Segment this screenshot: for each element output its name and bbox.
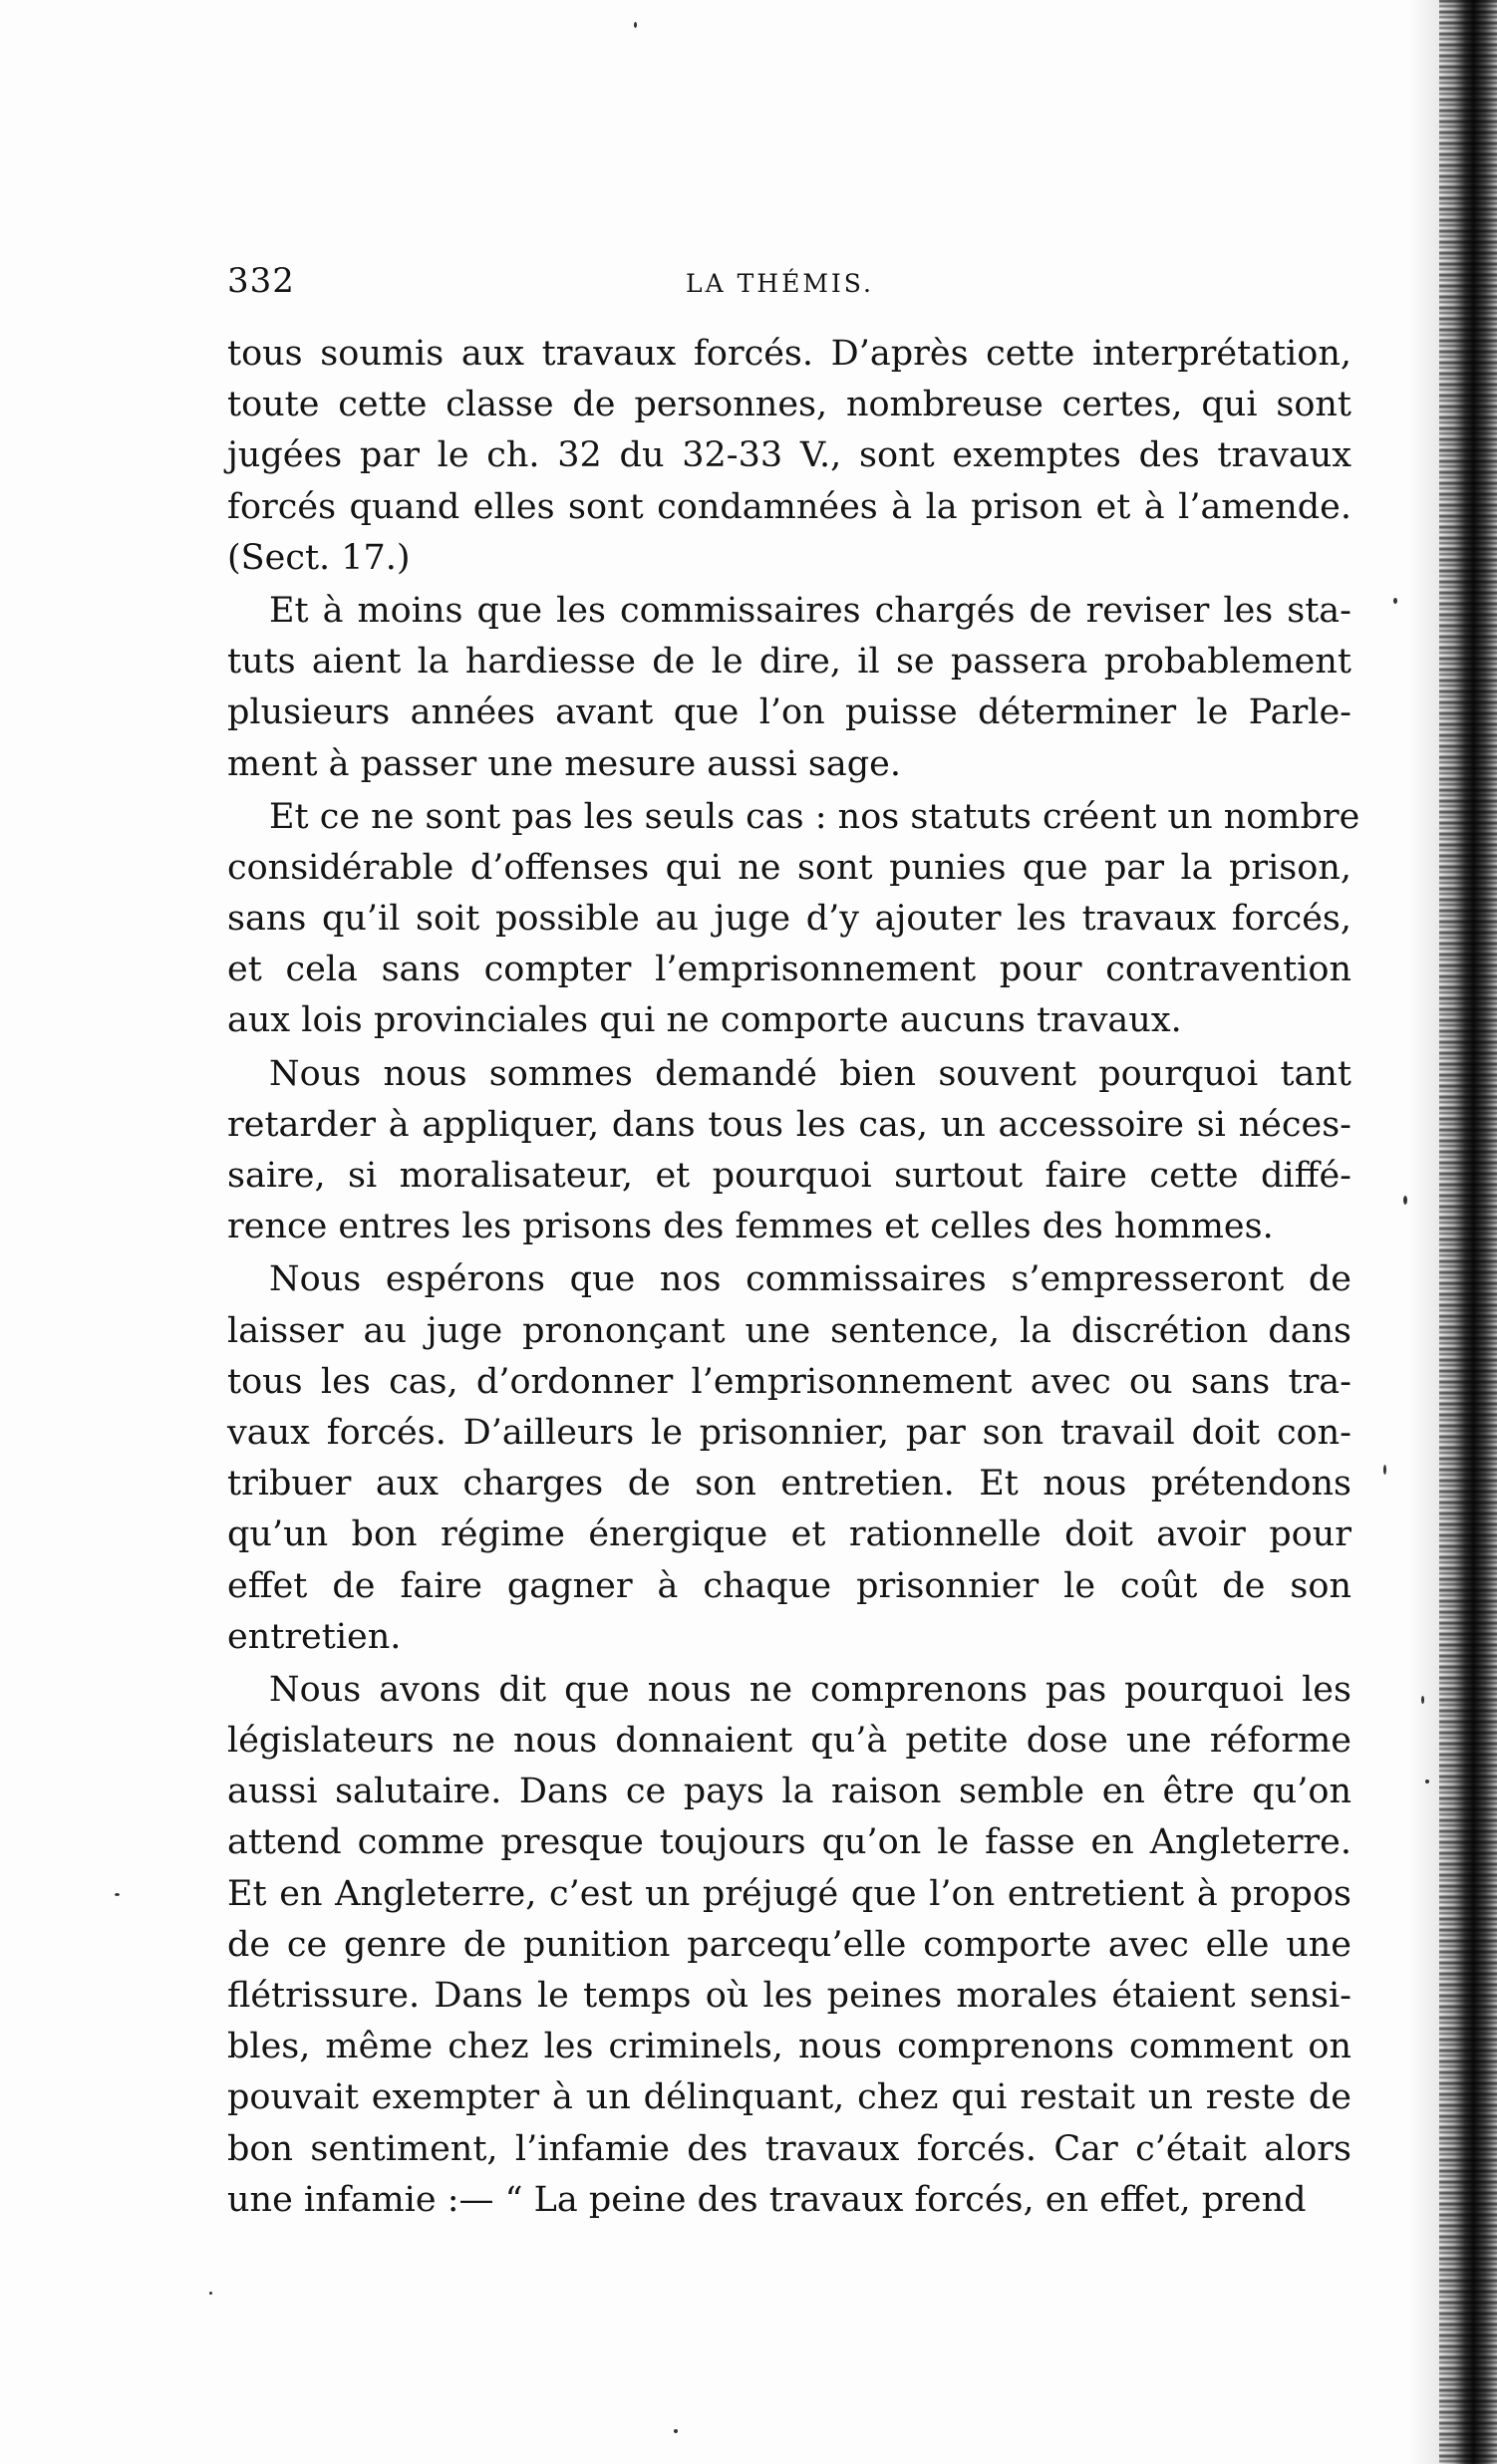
text-line: (Sect. 17.) xyxy=(227,537,411,578)
text-line: et cela sans compter l’emprisonnement pour contravention xyxy=(227,950,1351,990)
text-line: flétrissure. Dans le temps où les peines morales étaient sensi- xyxy=(227,1976,1351,2016)
paragraph xyxy=(227,792,1360,1047)
text-line: attend comme presque toujours qu’on le fasse en Angleterre. xyxy=(227,1822,1351,1863)
text-line: considérable d’offenses qui ne sont punies que par la prison, xyxy=(227,847,1351,888)
text-line: Nous nous sommes demandé bien souvent pourquoi tant xyxy=(269,1053,1351,1094)
text-line: tous les cas, d’ordonner l’emprisonnement avec ou sans tra- xyxy=(227,1361,1351,1402)
text-line: forcés quand elles sont condamnées à la prison et à l’amende. xyxy=(227,486,1351,527)
text-line: Nous avons dit que nous ne comprenons pas pourquoi les xyxy=(269,1669,1351,1710)
text-line: Et ce ne sont pas les seuls cas : nos statuts créent un nombre xyxy=(269,796,1360,837)
text-line: retarder à appliquer, dans tous les cas, un accessoire si néces- xyxy=(227,1104,1351,1145)
text-line: ment à passer une mesure aussi sage. xyxy=(227,743,902,784)
body-text xyxy=(227,329,1360,2228)
running-head: LA THÉMIS. xyxy=(686,269,874,298)
text-line: effet de faire gagner à chaque prisonnier le coût de son xyxy=(227,1565,1351,1606)
binding-edge xyxy=(1439,0,1497,2464)
text-line: aux lois provinciales qui ne comporte aucuns travaux. xyxy=(227,1000,1182,1041)
text-line: Et en Angleterre, c’est un préjugé que l’on entretient à propos xyxy=(227,1873,1351,1914)
text-line: sans qu’il soit possible au juge d’y ajouter les travaux forcés, xyxy=(227,899,1351,940)
text-line: de ce genre de punition parcequ’elle comporte avec elle une xyxy=(227,1924,1351,1965)
text-line: une infamie :— “ La peine des travaux forcés, en effet, prend xyxy=(227,2179,1307,2220)
text-line: tuts aient la hardiesse de le dire, il se passera probablement xyxy=(227,642,1351,683)
page-number: 332 xyxy=(227,261,295,301)
text-line: toute cette classe de personnes, nombreuse certes, qui sont xyxy=(227,385,1351,425)
page-header xyxy=(227,261,1353,301)
paragraph xyxy=(227,586,1351,790)
text-line: laisser au juge prononçant une sentence, la discrétion dans xyxy=(227,1310,1351,1351)
binding-shadow xyxy=(1409,0,1439,2464)
paragraph xyxy=(227,1049,1351,1253)
text-line: jugées par le ch. 32 du 32-33 V., sont exemptes des travaux xyxy=(227,435,1351,476)
text-line: bles, même chez les criminels, nous comprenons comment on xyxy=(227,2027,1351,2067)
text-line: Nous espérons que nos commissaires s’empresseront de xyxy=(269,1259,1351,1300)
text-line: vaux forcés. D’ailleurs le prisonnier, par son travail doit con- xyxy=(227,1412,1351,1453)
text-line: Et à moins que les commissaires chargés de reviser les sta- xyxy=(269,590,1351,631)
text-line: entretien. xyxy=(227,1616,402,1657)
text-line: tribuer aux charges de son entretien. Et nous prétendons xyxy=(227,1464,1351,1505)
text-line: plusieurs années avant que l’on puisse déterminer le Parle- xyxy=(227,692,1351,733)
paragraph xyxy=(227,329,1351,584)
paragraph xyxy=(227,1665,1351,2226)
text-line: tous soumis aux travaux forcés. D’après cette interprétation, xyxy=(227,334,1351,374)
text-line: rence entres les prisons des femmes et celles des hommes. xyxy=(227,1207,1274,1247)
paragraph xyxy=(227,1254,1351,1663)
text-line: aussi salutaire. Dans ce pays la raison semble en être qu’on xyxy=(227,1772,1351,1812)
text-line: saire, si moralisateur, et pourquoi surtout faire cette diffé- xyxy=(227,1156,1351,1196)
text-line: pouvait exempter à un délinquant, chez qui restait un reste de xyxy=(227,2077,1351,2118)
text-line: bon sentiment, l’infamie des travaux forcés. Car c’était alors xyxy=(227,2128,1351,2169)
text-line: qu’un bon régime énergique et rationnelle doit avoir pour xyxy=(227,1514,1351,1555)
text-line: législateurs ne nous donnaient qu’à petite dose une réforme xyxy=(227,1721,1351,1762)
